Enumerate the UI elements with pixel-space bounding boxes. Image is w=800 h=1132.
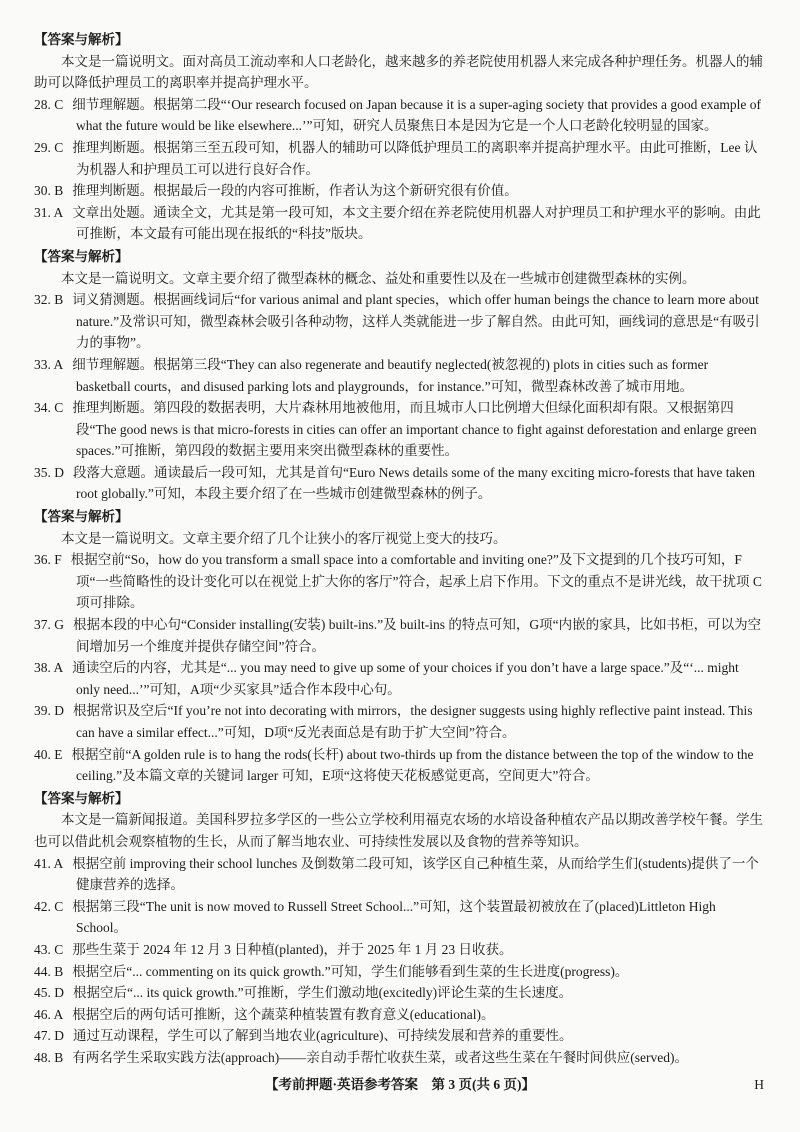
answer-number: 48. B (34, 1049, 64, 1065)
answer-item (34, 397, 766, 462)
answer-number: 46. A (34, 1006, 64, 1022)
answer-item (34, 549, 766, 614)
answer-number: 44. B (34, 963, 64, 979)
section-intro: 本文是一篇说明文。文章主要介绍了微型森林的概念、益处和重要性以及在一些城市创建微型森林的实例。 (61, 270, 696, 286)
answer-item (34, 354, 766, 397)
answer-explanation: 通过互动课程，学生可以了解到当地农业(agriculture)、可持续发展和营养的重要性。 (73, 1028, 573, 1044)
answer-item (34, 614, 766, 657)
answer-number: 37. G (34, 617, 64, 633)
answer-number: 36. F (34, 552, 62, 568)
answer-item (34, 137, 766, 180)
answer-item (34, 180, 766, 202)
answer-explanation: 根据空前“So，how do you transform a small space into a comfortable and inviting one?”及下文提到的几个技巧可知，F项“一些简略性的设计变化可以在视觉上扩大你的客厅”符合，起承上启下作用。下文的重点不是讲光线，故干扰项 C 项可排除。 (70, 552, 762, 611)
answer-analysis-header: 【答案与解析】 (34, 509, 129, 525)
answer-item (34, 289, 766, 354)
answer-item (34, 744, 766, 787)
answer-sheet-content (34, 29, 766, 1069)
answer-explanation: 根据空前“A golden rule is to hang the rods(长杆) about two-thirds up from the distance between the top of the window to the ceiling.”及本篇文章的关键词 larger 可知，E项“这将使天花板感觉更高，空间更大”符合。 (71, 746, 754, 784)
answer-explanation: 推理判断题。第四段的数据表明，大片森林用地被他用，而且城市人口比例增大但绿化面积却有限。又根据第四段“The good news is that micro-forests in cities can offer an important chance to fight against deforestation and enlarge green spaces.”可推断，第四段的数据主要用来突出微型森林的重要性。 (72, 400, 757, 459)
answer-explanation: 推理判断题。根据最后一段的内容可推断，作者认为这个新研究很有价值。 (72, 183, 518, 199)
footer-page-letter: H (754, 1077, 764, 1093)
answer-item (34, 700, 766, 743)
answer-explanation: 根据空前 improving their school lunches 及倒数第二段可知，该学区自己种植生菜，从而给学生们(students)提供了一个健康营养的选择。 (72, 855, 759, 893)
answer-explanation: 文章出处题。通读全文，尤其是第一段可知，本文主要介绍在养老院使用机器人对护理员工和护理水平的影响。由此可推断，本文最有可能出现在报纸的“科技”版块。 (72, 204, 761, 242)
answer-item (34, 202, 766, 245)
section-intro: 本文是一篇新闻报道。美国科罗拉多学区的一些公立学校利用福克农场的水培设备种植农产品以期改善学校午餐。学生也可以借此机会观察植物的生长，从而了解当地农业、可持续性发展以及食物的营养等知识。 (34, 812, 763, 849)
answer-analysis-header: 【答案与解析】 (34, 248, 129, 264)
answer-number: 35. D (34, 464, 64, 480)
answer-number: 38. A (34, 660, 64, 676)
answer-number: 33. A (34, 356, 64, 372)
answer-number: 47. D (34, 1028, 64, 1044)
answer-item (34, 462, 766, 505)
answer-explanation: 细节理解题。根据第三段“They can also regenerate and beautify neglected(被忽视的) plots in cities such as former basketball courts，and disused parking lots and playgrounds，for instance.”可知，微型森林改善了城市用地。 (72, 356, 709, 394)
answer-item (34, 896, 766, 939)
answer-analysis-header: 【答案与解析】 (34, 32, 129, 47)
answer-number: 30. B (34, 183, 64, 199)
answer-item (34, 657, 766, 700)
answer-explanation: 根据空后“... its quick growth.”可推断，学生们激动地(excitedly)评论生菜的生长速度。 (73, 985, 573, 1001)
answer-number: 39. D (34, 703, 64, 719)
answer-explanation: 根据第三段“The unit is now moved to Russell Street School...”可知，这个装置最初被放在了(placed)Littleton High School。 (72, 898, 716, 936)
answer-number: 45. D (34, 985, 64, 1001)
answer-explanation: 根据常识及空后“If you’re not into decorating with mirrors，the designer suggests using highly reflective paint instead. This can have a similar effect...”可知，D项“反光表面总是有助于扩大空间”符合。 (73, 703, 753, 740)
answer-item (34, 94, 766, 137)
answer-number: 31. A (34, 204, 64, 220)
answer-item (34, 939, 766, 961)
answer-item (34, 961, 766, 983)
answer-item (34, 853, 766, 896)
answer-explanation: 通读空后的内容，尤其是“... you may need to give up some of your choices if you don’t have a large space.”及“‘... might only need...’”可知，A项“少买家具”适合作本段中心句。 (72, 660, 739, 697)
section-intro: 本文是一篇说明文。文章主要介绍了几个让狭小的客厅视觉上变大的技巧。 (61, 530, 507, 546)
page-footer (34, 1074, 766, 1096)
section-intro: 本文是一篇说明文。面对高员工流动率和人口老龄化，越来越多的养老院使用机器人来完成各种护理任务。机器人的辅助可以降低护理员工的离职率并提高护理水平。 (34, 53, 763, 91)
answer-number: 40. E (34, 746, 63, 762)
answer-explanation: 细节理解题。根据第二段“‘Our research focused on Japan because it is a super-aging society that provides a good example of what the future would be like elsewhere...’”可知，研究人员聚焦日本是因为它是一个人口老龄化较明显的国家。 (72, 96, 762, 134)
answer-item (34, 1025, 766, 1047)
answer-number: 29. C (34, 139, 64, 155)
answer-number: 41. A (34, 855, 64, 871)
answer-explanation: 根据空后“... commenting on its quick growth.”可知，学生们能够看到生菜的生长进度(progress)。 (72, 963, 629, 979)
answer-explanation: 有两名学生采取实践方法(approach)——亲自动手帮忙收获生菜，或者这些生菜在午餐时间供应(served)。 (72, 1049, 688, 1065)
answer-explanation: 那些生菜于 2024 年 12 月 3 日种植(planted)，并于 2025 年 1 月 23 日收获。 (72, 941, 513, 957)
answer-explanation: 词义猜测题。根据画线词后“for various animal and plant species，which offer human beings the chance to learn more about nature.”及常识可知，微型森林会吸引各种动物，这样人类就能进一步了解自然。由此可知，画线词的意思是“有吸引力的事物”。 (72, 292, 760, 351)
answer-explanation: 推理判断题。根据第三至五段可知，机器人的辅助可以降低护理员工的离职率并提高护理水平。由此可推断，Lee 认为机器人和护理员工可以进行良好合作。 (72, 139, 758, 177)
answer-item (34, 1047, 766, 1069)
answer-item (34, 982, 766, 1004)
answer-item (34, 1004, 766, 1026)
answer-number: 28. C (34, 96, 64, 112)
answer-analysis-header: 【答案与解析】 (34, 790, 129, 806)
answer-number: 42. C (34, 898, 64, 914)
answer-explanation: 段落大意题。通读最后一段可知，尤其是首句“Euro News details some of the many exciting micro-forests that have taken root globally.”可知，本段主要介绍了在一些城市创建微型森林的例子。 (73, 464, 755, 502)
answer-number: 32. B (34, 292, 64, 308)
answer-explanation: 根据本段的中心句“Consider installing(安装) built-ins.”及 built-ins 的特点可知，G项“内嵌的家具，比如书柜，可以为空间增加另一个维度并提供存储空间”符合。 (73, 617, 762, 654)
answer-number: 43. C (34, 941, 64, 957)
answer-explanation: 根据空后的两句话可推断，这个蔬菜种植装置有教育意义(educational)。 (72, 1006, 495, 1022)
footer-title: 【考前押题·英语参考答案 第 3 页(共 6 页)】 (265, 1077, 535, 1093)
answer-number: 34. C (34, 400, 64, 416)
